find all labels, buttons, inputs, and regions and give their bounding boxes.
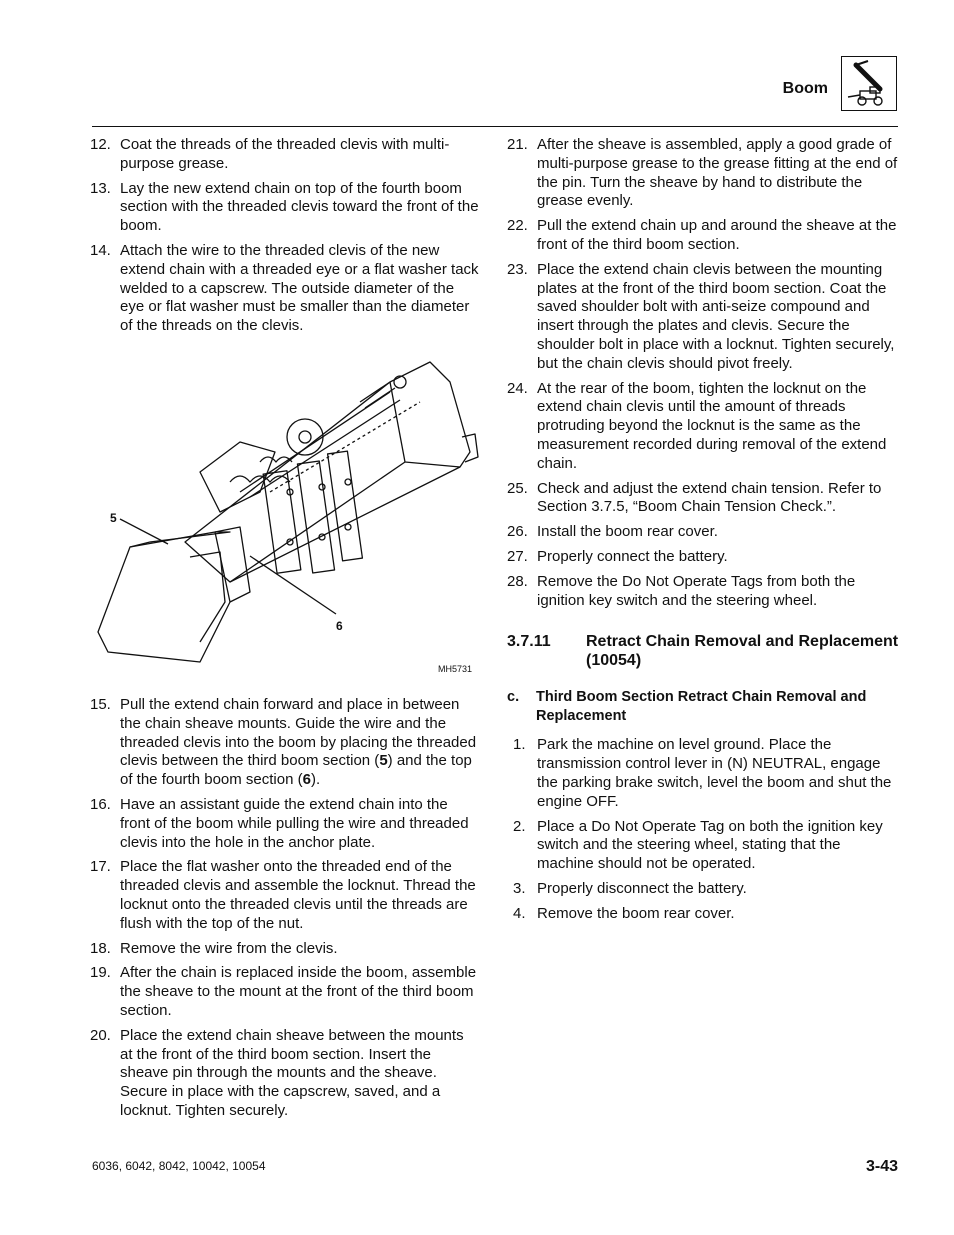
subsection-letter: c. — [507, 689, 520, 706]
list-item: 20. Place the extend chain sheave between the mounts at the front of the third boom section. Insert the sheave pin through the mounts and the sheave. Secure in place with the capscrew, saved, and a locknut. Tighten securely. — [90, 1026, 464, 1119]
list-item: 18. Remove the wire from the clevis. — [90, 939, 338, 957]
list-item: 28. Remove the Do Not Operate Tags from both the ignition key switch and the steering wheel. — [507, 572, 856, 609]
boom-chain-figure — [90, 342, 480, 686]
left-column — [90, 136, 480, 1127]
ref-callout-5: 5 — [379, 752, 388, 770]
section-heading — [507, 632, 899, 670]
callout-6: 6 — [336, 618, 343, 633]
header-rule — [92, 126, 898, 127]
list-item: 24. At the rear of the boom, tighten the locknut on the extend chain clevis until the amount of threads protruding beyond the locknut is the same as the measurement recorded during removal of the extend chain. — [507, 379, 887, 472]
list-item: 3. Properly disconnect the battery. — [513, 879, 747, 897]
page-number: 3-43 — [865, 1158, 898, 1175]
list-item: 2. Place a Do Not Operate Tag on both the ignition key switch and the steering wheel, stating that the machine should not be operated. — [513, 817, 883, 873]
running-header-title: Boom — [782, 80, 828, 97]
figure-id: MH5731 — [438, 663, 473, 674]
right-column — [507, 136, 899, 930]
list-item: 16. Have an assistant guide the extend chain into the front of the boom while pulling the wire and threaded clevis into the hole in the anchor plate. — [90, 795, 469, 851]
procedure-steps-12-14 — [90, 136, 480, 336]
boom-assembly-illustration — [90, 342, 480, 686]
section-number: 3.7.11 — [507, 633, 551, 651]
list-item: 12. Coat the threads of the threaded clevis with multi-purpose grease. — [90, 136, 450, 172]
telehandler-boom-icon — [841, 56, 897, 111]
list-item: 22. Pull the extend chain up and around the sheave at the front of the third boom section. — [507, 217, 897, 253]
section-title: Retract Chain Removal and Replacement (10054) — [586, 633, 899, 670]
list-item: 15. Pull the extend chain forward and place in between the chain sheave mounts. Guide the wire and the threaded clevis into the boom by placing the threaded clevis between the third boom section (5) and the top of the fourth boom section (6). — [90, 695, 477, 789]
procedure-steps-15-20 — [90, 696, 480, 1121]
list-item: 13. Lay the new extend chain on top of the fourth boom section with the threaded clevis toward the front of the boom. — [90, 179, 479, 235]
list-item: 19. After the chain is replaced inside the boom, assemble the sheave to the mount at the front of the third boom section. — [90, 964, 477, 1019]
footer-models: 6036, 6042, 8042, 10042, 10054 — [92, 1159, 266, 1173]
list-item: 26. Install the boom rear cover. — [507, 523, 718, 541]
list-item: 14. Attach the wire to the threaded clevis of the new extend chain with a threaded eye or a flat washer tack welded to a capscrew. The outside diameter of the eye or flat washer must be smaller than the diameter of the threads on the clevis. — [90, 241, 479, 335]
ref-callout-6: 6 — [302, 771, 311, 789]
retract-chain-steps — [507, 736, 899, 923]
list-item: 21. After the sheave is assembled, apply a good grade of multi-purpose grease to the grease fitting at the end of the pin. Turn the sheave by hand to distribute the grease evenly. — [507, 136, 898, 210]
subsection-title: Third Boom Section Retract Chain Removal and Replacement — [536, 689, 867, 725]
list-item: 27. Properly connect the battery. — [507, 547, 728, 565]
list-item: 17. Place the flat washer onto the threaded end of the threaded clevis and assemble the locknut. Thread the locknut onto the threaded clevis until the threads are flush with the top of the nut. — [90, 858, 476, 932]
subsection-heading — [507, 688, 899, 726]
list-item: 1. Park the machine on level ground. Place the transmission control lever in (N) NEUTRAL, engage the parking brake switch, level the boom and shut the engine OFF. — [513, 736, 892, 810]
list-item: 23. Place the extend chain clevis between the mounting plates at the front of the third boom section. Coat the saved shoulder bolt with anti-seize compound and insert through the plates and clevis. Secure the shoulder bolt in place with a locknut. Tighten securely, but the chain clevis should pivot freely. — [507, 260, 895, 372]
procedure-steps-21-28 — [507, 136, 899, 610]
callout-5: 5 — [110, 510, 117, 525]
list-item: 4. Remove the boom rear cover. — [513, 904, 735, 922]
list-item: 25. Check and adjust the extend chain tension. Refer to Section 3.7.5, “Boom Chain Tension Check.”. — [507, 479, 882, 516]
